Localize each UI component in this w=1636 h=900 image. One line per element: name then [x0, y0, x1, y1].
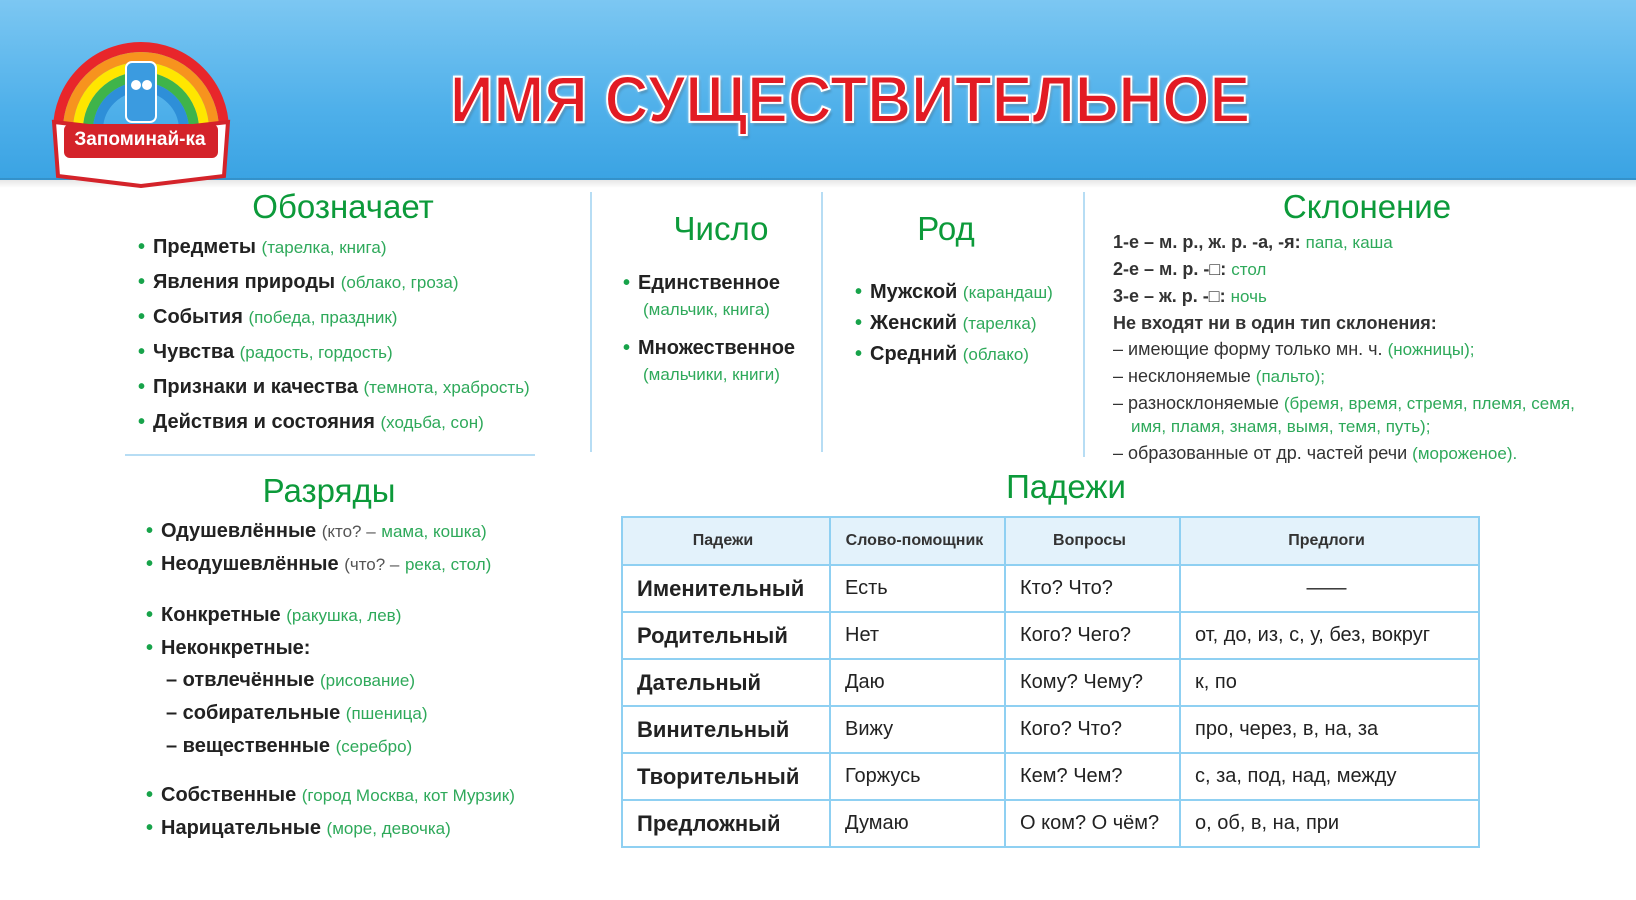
item-label: Признаки и качества	[153, 376, 358, 398]
table-header-row	[622, 517, 1479, 565]
list-item: • Явления природы (облако, гроза)	[138, 271, 459, 293]
item-label: Собственные	[161, 784, 297, 806]
questions: Кому? Чему?	[1005, 659, 1180, 706]
item-label: Одушевлённые	[161, 520, 317, 542]
type-example: ночь	[1230, 287, 1267, 306]
exclude-item	[1113, 440, 1593, 467]
questions: О ком? О чём?	[1005, 800, 1180, 847]
list-item: • Единственное (мальчик, книга)	[623, 272, 780, 319]
item-example: (радость, гордость)	[239, 343, 393, 362]
list-item: • Действия и состояния (ходьба, сон)	[138, 411, 484, 433]
exclude-example: (бремя, время, стремя, племя, семя, имя, пламя, знамя, вымя, темя, путь);	[1131, 394, 1575, 436]
list-item: • Конкретные (ракушка, лев)	[146, 604, 402, 626]
item-example: (город Москва, кот Мурзик)	[301, 786, 515, 805]
column-header: Вопросы	[1005, 517, 1180, 565]
sklonenie-block	[1113, 229, 1593, 467]
item-label: Единственное	[638, 272, 780, 294]
section-title-chislo: Число	[673, 210, 769, 247]
logo-text: Запоминай-ка	[74, 129, 206, 150]
item-label: Множественное	[638, 337, 796, 359]
list-item: • Женский (тарелка)	[855, 312, 1037, 334]
type-label: 3-е – ж. р. -□:	[1113, 286, 1226, 306]
table-row	[622, 753, 1479, 800]
item-label: Средний	[870, 343, 958, 365]
item-label: – отвлечённые	[166, 669, 315, 691]
case-name: Именительный	[622, 565, 830, 612]
case-name: Предложный	[622, 800, 830, 847]
list-item: • Предметы (тарелка, книга)	[138, 236, 387, 258]
item-label: Предметы	[153, 236, 256, 258]
table-row	[622, 612, 1479, 659]
helper-word: Вижу	[830, 706, 1005, 753]
exclude-item	[1113, 336, 1593, 363]
page-title: ИМЯ СУЩЕСТВИТЕЛЬНОЕ	[449, 62, 1251, 136]
item-example: (мальчик, книга)	[643, 300, 770, 319]
exclude-label: – образованные от др. частей речи	[1113, 443, 1408, 463]
item-label: Конкретные	[161, 604, 281, 626]
questions: Кого? Чего?	[1005, 612, 1180, 659]
oboznachaet-list	[138, 230, 530, 440]
item-example: (облако, гроза)	[340, 273, 459, 292]
declension-type	[1113, 229, 1593, 256]
table-row	[622, 706, 1479, 753]
logo-graphic	[48, 40, 234, 188]
item-example: (рисование)	[319, 671, 416, 690]
list-item: • Чувства (радость, гордость)	[138, 341, 393, 363]
item-label: Явления природы	[153, 271, 336, 293]
prepositions: ——	[1180, 565, 1479, 612]
exclude-example: (пальто);	[1255, 367, 1326, 386]
exclude-label: – имеющие форму только мн. ч.	[1113, 339, 1383, 359]
list-item: • Собственные (город Москва, кот Мурзик)	[146, 784, 515, 806]
list-subitem	[146, 697, 515, 730]
helper-word: Даю	[830, 659, 1005, 706]
helper-word: Нет	[830, 612, 1005, 659]
section-title-sklonenie: Склонение	[1282, 188, 1452, 225]
exclude-label: – разносклоняемые	[1113, 393, 1279, 413]
logo	[48, 40, 234, 188]
prepositions: с, за, под, над, между	[1180, 753, 1479, 800]
item-label: Мужской	[870, 281, 958, 303]
list-item: • Мужской (карандаш)	[855, 281, 1053, 303]
type-example: папа, каша	[1305, 233, 1393, 252]
questions: Кто? Что?	[1005, 565, 1180, 612]
item-question: (что? –	[344, 555, 400, 574]
column-header: Падежи	[622, 517, 830, 565]
prepositions: от, до, из, с, у, без, вокруг	[1180, 612, 1479, 659]
divider	[590, 192, 592, 452]
section-title-razryady: Разряды	[262, 472, 396, 509]
exclude-item	[1113, 363, 1593, 390]
questions: Кем? Чем?	[1005, 753, 1180, 800]
cases-table	[621, 516, 1480, 848]
prepositions: о, об, в, на, при	[1180, 800, 1479, 847]
case-name: Творительный	[622, 753, 830, 800]
case-name: Родительный	[622, 612, 830, 659]
section-title-rod: Род	[917, 210, 975, 247]
type-example: стол	[1231, 260, 1267, 279]
list-item: • Множественное (мальчики, книги)	[623, 337, 796, 384]
list-item: • Неконкретные:	[146, 637, 311, 659]
helper-word: Думаю	[830, 800, 1005, 847]
section-title-padezhi: Падежи	[1006, 468, 1126, 505]
item-example: (тарелка, книга)	[261, 238, 387, 257]
item-example: (тарелка)	[962, 314, 1037, 333]
exclude-example: (мороженое).	[1412, 444, 1518, 463]
column-header: Слово-помощник	[830, 517, 1005, 565]
item-example: (серебро)	[335, 737, 413, 756]
item-label: – вещественные	[166, 735, 331, 757]
item-example: (ходьба, сон)	[380, 413, 484, 432]
declension-type	[1113, 283, 1593, 310]
case-name: Винительный	[622, 706, 830, 753]
item-label: Нарицательные	[161, 817, 321, 839]
prepositions: к, по	[1180, 659, 1479, 706]
list-item: • Средний (облако)	[855, 343, 1029, 365]
item-example: мама, кошка)	[381, 522, 487, 541]
item-example: (мальчики, книги)	[643, 365, 780, 384]
case-name: Дательный	[622, 659, 830, 706]
exclude-example: (ножницы);	[1387, 340, 1475, 359]
exclude-item	[1113, 392, 1593, 438]
helper-word: Есть	[830, 565, 1005, 612]
item-example: (море, девочка)	[326, 819, 451, 838]
item-label: Неконкретные:	[161, 637, 311, 659]
item-example: (пшеница)	[345, 704, 428, 723]
list-subitem	[146, 730, 515, 763]
item-label: – собирательные	[166, 702, 341, 724]
table-row	[622, 565, 1479, 612]
questions: Кого? Что?	[1005, 706, 1180, 753]
list-item: • Одушевлённые (кто? – мама, кошка)	[146, 520, 487, 542]
exclude-title: Не входят ни в один тип склонения:	[1113, 313, 1437, 333]
declension-type	[1113, 256, 1593, 283]
table-row	[622, 659, 1479, 706]
list-item: • Признаки и качества (темнота, храбрость)	[138, 376, 530, 398]
table-row	[622, 800, 1479, 847]
column-header: Предлоги	[1180, 517, 1479, 565]
item-example: (облако)	[962, 345, 1029, 364]
item-example: (темнота, храбрость)	[363, 378, 530, 397]
item-example: (ракушка, лев)	[286, 606, 402, 625]
list-item: • Нарицательные (море, девочка)	[146, 817, 451, 839]
divider	[821, 192, 823, 452]
divider	[125, 454, 535, 456]
item-label: Женский	[870, 312, 958, 334]
item-label: Неодушевлённые	[161, 553, 339, 575]
rod-list	[855, 277, 1053, 370]
item-example: река, стол)	[404, 555, 492, 574]
divider	[1083, 192, 1085, 457]
item-label: Чувства	[153, 341, 235, 363]
item-example: (карандаш)	[962, 283, 1053, 302]
list-subitem	[146, 664, 515, 697]
type-label: 2-е – м. р. -□:	[1113, 259, 1227, 279]
item-label: События	[153, 306, 243, 328]
razryady-list	[146, 515, 515, 845]
chislo-list	[623, 270, 795, 388]
item-example: (победа, праздник)	[248, 308, 398, 327]
list-item: • События (победа, праздник)	[138, 306, 398, 328]
item-label: Действия и состояния	[153, 411, 375, 433]
item-question: (кто? –	[321, 522, 376, 541]
list-item: • Неодушевлённые (что? – река, стол)	[146, 553, 492, 575]
exclude-label: – несклоняемые	[1113, 366, 1251, 386]
helper-word: Горжусь	[830, 753, 1005, 800]
prepositions: про, через, в, на, за	[1180, 706, 1479, 753]
section-title-oboznachaet: Обозначает	[252, 188, 434, 225]
type-label: 1-е – м. р., ж. р. -а, -я:	[1113, 232, 1301, 252]
